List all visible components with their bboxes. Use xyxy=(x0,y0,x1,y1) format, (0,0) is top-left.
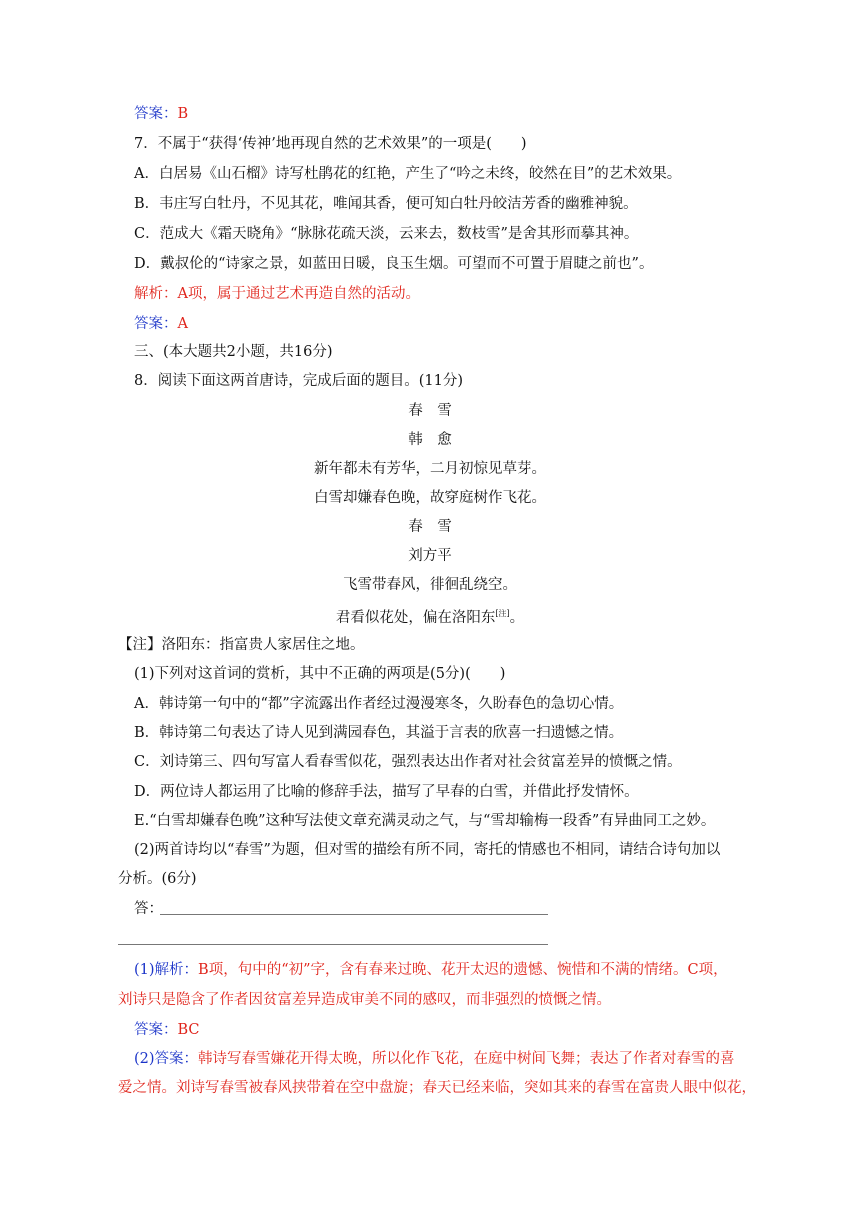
answer-bc xyxy=(134,1020,200,1040)
q8-1-explanation-line1 xyxy=(134,960,728,980)
answer-label: 答案： xyxy=(134,316,178,332)
explanation-text: B项，句中的“初”字，含有春来过晚、花开太迟的遗憾、惋惜和不满的情绪。C项， xyxy=(198,962,728,978)
footnote-marker: [注] xyxy=(495,609,510,618)
answer-value: BC xyxy=(177,1022,200,1038)
answer-text: 韩诗写春雪嫌花开得太晚，所以化作飞花，在庭中树间飞舞；表达了作者对春雪的喜 xyxy=(198,1051,735,1067)
q7-option-b: B．韦庄写白牡丹，不见其花，唯闻其香，便可知白牡丹皎洁芳香的幽雅神貌。 xyxy=(134,196,638,212)
poem2-author: 刘方平 xyxy=(408,548,452,564)
q8-2-answer-line1 xyxy=(134,1049,735,1069)
answer-value: B xyxy=(177,106,189,122)
answer-value: A xyxy=(177,316,188,332)
poem2-line1: 飞雪带春风，徘徊乱绕空。 xyxy=(343,577,517,593)
question-8: 8．阅读下面这两首唐诗，完成后面的题目。(11分) xyxy=(134,373,463,389)
answer-label: 答案： xyxy=(134,106,178,122)
answer-label: (2)答案： xyxy=(134,1051,199,1067)
q8-1-option-e: E.“白雪却嫌春色晚”这种写法使文章充满灵动之气，与“雪却输梅一段香”有异曲同工之妙。 xyxy=(134,813,716,829)
q8-1-option-d: D．两位诗人都运用了比喻的修辞手法，描写了早春的白雪，并借此抒发情怀。 xyxy=(134,784,639,800)
q8-1-option-c: C．刘诗第三、四句写富人看春雪似花，强烈表达出作者对社会贫富差异的愤慨之情。 xyxy=(134,754,682,770)
poem1-line1: 新年都未有芳华，二月初惊见草芽。 xyxy=(314,461,546,477)
poem1-author: 韩 愈 xyxy=(408,432,452,448)
question-8-1: (1)下列对这首词的赏析，其中不正确的两项是(5分)( ) xyxy=(134,666,506,682)
q8-1-explanation-line2: 刘诗只是隐含了作者因贫富差异造成审美不同的感叹，而非强烈的愤慨之情。 xyxy=(118,992,611,1008)
poem2-line2-text: 君看似花处，偏在洛阳东 xyxy=(335,610,496,626)
q7-explanation: 解析：A项，属于通过艺术再造自然的活动。 xyxy=(134,286,420,302)
poem2-line2-end: 。 xyxy=(509,610,525,626)
question-8-2-line2: 分析。(6分) xyxy=(118,871,197,887)
footnote: 【注】洛阳东：指富贵人家居住之地。 xyxy=(118,637,365,653)
question-8-2-line1: (2)两首诗均以“春雪”为题，但对雪的描绘有所不同，寄托的情感也不相同，请结合诗句加以 xyxy=(134,842,721,858)
question-7: 7．不属于“获得‘传神’地再现自然的艺术效果”的一项是( ) xyxy=(134,136,527,152)
poem1-title: 春 雪 xyxy=(408,403,452,419)
section-3-heading: 三、(本大题共2小题，共16分) xyxy=(134,344,333,360)
answer-label: 答案： xyxy=(134,1022,178,1038)
q8-2-answer-line2: 爱之情。刘诗写春雪被春风挟带着在空中盘旋；春天已经来临，突如其来的春雪在富贵人眼中似花， xyxy=(118,1080,756,1096)
q8-1-option-a: A．韩诗第一句中的“都”字流露出作者经过漫漫寒冬，久盼春色的急切心情。 xyxy=(134,696,624,712)
q8-1-option-b: B．韩诗第二句表达了诗人见到满园春色，其溢于言表的欣喜一扫遗憾之情。 xyxy=(134,725,624,741)
answer-line-2[interactable] xyxy=(118,944,548,945)
explanation-label: (1)解析： xyxy=(134,962,199,978)
poem2-line2 xyxy=(0,604,860,628)
answer-line-1[interactable] xyxy=(160,914,548,915)
answer-a xyxy=(134,314,188,334)
q7-option-c: C．范成大《霜天晓角》“脉脉花疏天淡，云来去，数枝雪”是舍其形而摹其神。 xyxy=(134,226,639,242)
q7-option-d: D．戴叔伦的“诗家之景，如蓝田日暖，良玉生烟。可望而不可置于眉睫之前也”。 xyxy=(134,256,654,272)
poem2-title: 春 雪 xyxy=(408,519,452,535)
poem1-line2: 白雪却嫌春色晚，故穿庭树作飞花。 xyxy=(314,490,546,506)
answer-prompt: 答： xyxy=(134,901,163,917)
q7-option-a: A．白居易《山石榴》诗写杜鹃花的红艳，产生了“吟之未终，皎然在目”的艺术效果。 xyxy=(134,166,682,182)
answer-b xyxy=(134,104,188,124)
